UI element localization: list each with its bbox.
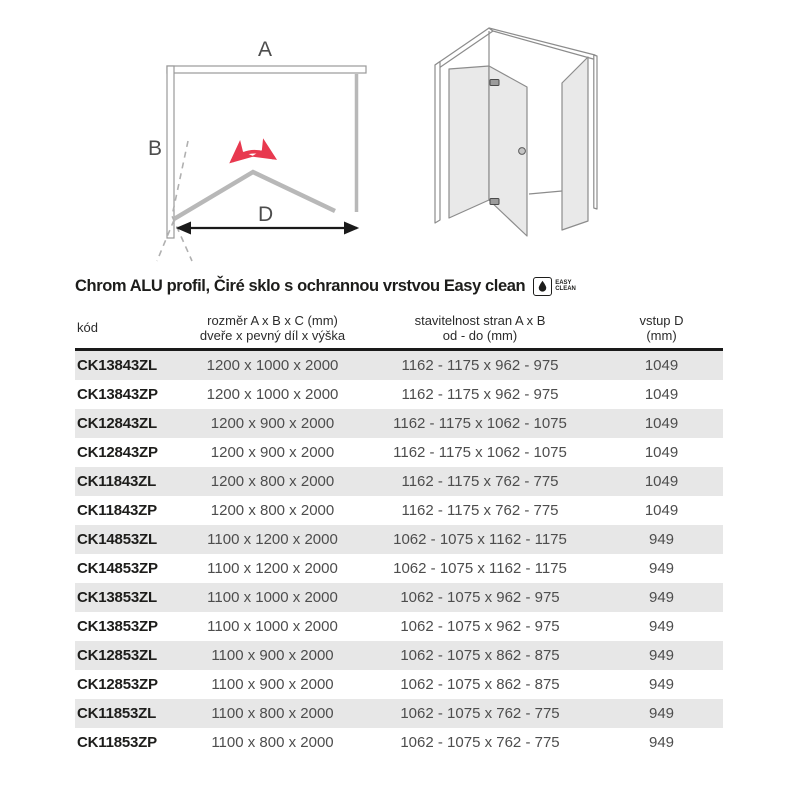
table-row <box>75 525 723 554</box>
cell-rozmer: 1200 x 900 x 2000 <box>210 415 335 432</box>
cell-kod: CK12853ZP <box>77 676 158 693</box>
cell-rozmer: 1100 x 1000 x 2000 <box>207 618 338 635</box>
easy-clean-badge <box>533 277 576 296</box>
door-dashed-line <box>172 141 192 261</box>
table-row <box>75 350 723 381</box>
cell-vstup: 1049 <box>644 473 679 490</box>
cell-stavitelnost: 1062 - 1075 x 862 - 875 <box>400 676 560 693</box>
glass-panel-right <box>562 57 588 230</box>
cell-kod: CK13853ZP <box>77 618 158 635</box>
glass-panel-left <box>449 66 489 218</box>
cell-vstup: 949 <box>648 705 675 722</box>
cell-rozmer: 1100 x 900 x 2000 <box>211 647 334 664</box>
back-edge-right <box>594 55 597 209</box>
label-a: A <box>258 38 273 61</box>
cell-stavitelnost: 1162 - 1175 x 1062 - 1075 <box>393 415 567 432</box>
cell-stavitelnost: 1062 - 1075 x 762 - 775 <box>400 705 560 722</box>
cell-kod: CK13843ZL <box>77 357 157 374</box>
table-header-row <box>75 310 723 350</box>
cell-rozmer: 1200 x 800 x 2000 <box>210 502 335 519</box>
spec-table <box>75 310 723 757</box>
cell-stavitelnost: 1062 - 1075 x 962 - 975 <box>400 589 560 606</box>
col-header-kod: kód <box>75 310 185 350</box>
cell-rozmer: 1200 x 900 x 2000 <box>210 444 335 461</box>
cell-stavitelnost: 1162 - 1175 x 762 - 775 <box>401 502 559 519</box>
cell-vstup: 1049 <box>644 502 679 519</box>
cell-stavitelnost: 1162 - 1175 x 962 - 975 <box>401 386 559 403</box>
cell-stavitelnost: 1062 - 1075 x 962 - 975 <box>400 618 560 635</box>
col-header-vstup: vstup D (mm) <box>600 310 723 350</box>
table-row <box>75 641 723 670</box>
cell-stavitelnost: 1162 - 1175 x 1062 - 1075 <box>393 444 567 461</box>
wall-a-bar <box>167 66 366 73</box>
wall-board-left <box>435 62 440 224</box>
cell-vstup: 1049 <box>644 357 679 374</box>
top-view-diagram <box>110 33 390 278</box>
table-row <box>75 380 723 409</box>
easy-clean-label: EASY CLEAN <box>555 279 576 292</box>
cell-kod: CK12853ZL <box>77 647 157 664</box>
cell-kod: CK13843ZP <box>77 386 158 403</box>
rail-left <box>435 28 493 68</box>
door-open-line <box>174 172 335 219</box>
cell-kod: CK11853ZL <box>77 705 157 722</box>
table-row <box>75 728 723 757</box>
table-row <box>75 699 723 728</box>
cell-rozmer: 1200 x 1000 x 2000 <box>206 386 339 403</box>
cell-kod: CK14853ZP <box>77 560 158 577</box>
cell-vstup: 949 <box>648 676 675 693</box>
title-row <box>75 272 725 300</box>
cell-vstup: 1049 <box>644 444 679 461</box>
table-row <box>75 554 723 583</box>
cell-kod: CK11843ZP <box>77 502 157 519</box>
cell-kod: CK11853ZP <box>77 734 157 751</box>
cell-stavitelnost: 1162 - 1175 x 762 - 775 <box>401 473 559 490</box>
cell-rozmer: 1100 x 1000 x 2000 <box>207 589 338 606</box>
cell-vstup: 949 <box>648 734 675 751</box>
cell-rozmer: 1200 x 800 x 2000 <box>210 473 335 490</box>
cell-kod: CK13853ZL <box>77 589 157 606</box>
door-knob-icon <box>519 148 526 155</box>
hinge-top-icon <box>490 80 499 86</box>
table-row <box>75 496 723 525</box>
col-header-stavitelnost: stavitelnost stran A x B od - do (mm) <box>360 310 600 350</box>
enclosure-3d-diagram <box>410 8 650 264</box>
cell-vstup: 1049 <box>644 415 679 432</box>
cell-vstup: 949 <box>648 589 675 606</box>
cell-stavitelnost: 1062 - 1075 x 1162 - 1175 <box>393 560 567 577</box>
table-row <box>75 612 723 641</box>
spec-table-body <box>75 350 723 758</box>
cell-stavitelnost: 1062 - 1075 x 1162 - 1175 <box>393 531 567 548</box>
cell-rozmer: 1100 x 800 x 2000 <box>211 734 334 751</box>
table-row <box>75 670 723 699</box>
cell-rozmer: 1100 x 900 x 2000 <box>211 676 334 693</box>
table-row <box>75 583 723 612</box>
table-row <box>75 467 723 496</box>
cell-rozmer: 1100 x 800 x 2000 <box>211 705 334 722</box>
cell-vstup: 949 <box>648 560 675 577</box>
cell-kod: CK14853ZL <box>77 531 157 548</box>
table-row <box>75 438 723 467</box>
cell-stavitelnost: 1162 - 1175 x 962 - 975 <box>401 357 559 374</box>
page-title: Chrom ALU profil, Čiré sklo s ochrannou vrstvou Easy clean <box>75 276 526 295</box>
cell-stavitelnost: 1062 - 1075 x 762 - 775 <box>400 734 560 751</box>
cell-kod: CK12843ZL <box>77 415 157 432</box>
cell-kod: CK11843ZL <box>77 473 157 490</box>
floor-line <box>529 191 562 194</box>
hinge-bottom-icon <box>490 199 499 205</box>
cell-stavitelnost: 1062 - 1075 x 862 - 875 <box>400 647 560 664</box>
cell-rozmer: 1200 x 1000 x 2000 <box>206 357 339 374</box>
cell-vstup: 949 <box>648 647 675 664</box>
table-row <box>75 409 723 438</box>
rail-right <box>489 28 595 60</box>
cell-vstup: 949 <box>648 618 675 635</box>
label-d: D <box>258 203 274 226</box>
cell-rozmer: 1100 x 1200 x 2000 <box>207 560 338 577</box>
cell-vstup: 949 <box>648 531 675 548</box>
swing-arrow-icon <box>232 152 274 161</box>
cell-rozmer: 1100 x 1200 x 2000 <box>207 531 338 548</box>
cell-kod: CK12843ZP <box>77 444 158 461</box>
wall-b-bar <box>167 66 174 238</box>
col-header-rozmer: rozměr A x B x C (mm) dveře x pevný díl x výška <box>185 310 360 350</box>
cell-vstup: 1049 <box>644 386 679 403</box>
label-b: B <box>148 137 163 160</box>
droplet-icon <box>533 277 552 296</box>
